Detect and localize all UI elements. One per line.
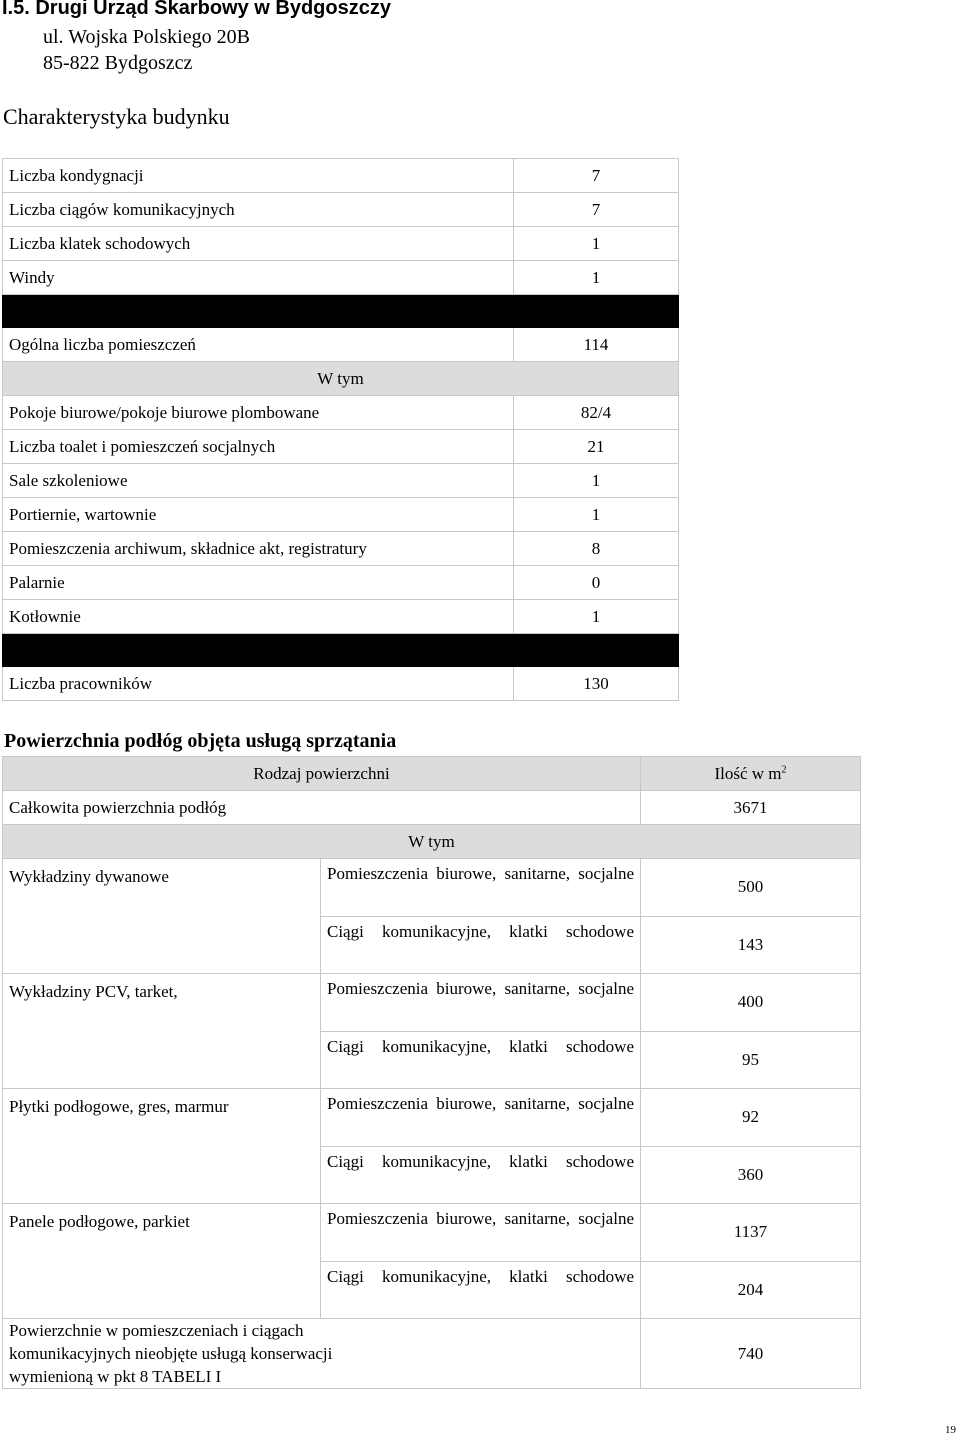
group-label: Wykładziny dywanowe (3, 859, 321, 974)
row-value: 1 (514, 464, 679, 498)
table-row (3, 600, 679, 634)
table-row (3, 430, 679, 464)
row-value: 204 (641, 1261, 861, 1319)
row-value: 1137 (641, 1204, 861, 1262)
black-separator (3, 295, 679, 328)
row-value: 114 (514, 328, 679, 362)
col-header-qty-sup: 2 (781, 763, 787, 775)
row-label: Pokoje biurowe/pokoje biurowe plombowane (3, 396, 514, 430)
table-row (3, 396, 679, 430)
row-label: Ogólna liczba pomieszczeń (3, 328, 514, 362)
building-heading: Charakterystyka budynku (3, 104, 230, 129)
table-row (3, 193, 679, 227)
row-label: Liczba kondygnacji (3, 159, 514, 193)
row-value: 500 (641, 859, 861, 917)
row-label: Windy (3, 261, 514, 295)
row-label: Sale szkoleniowe (3, 464, 514, 498)
row-value: 95 (641, 1031, 861, 1089)
row-label: Palarnie (3, 566, 514, 600)
row-value: 3671 (641, 791, 861, 825)
table-row (3, 328, 679, 362)
separator-cell (3, 634, 679, 667)
sub-type-office: Pomieszczenia biurowe, sanitarne, socjalne (321, 974, 641, 1032)
table-row (3, 532, 679, 566)
table-row (3, 859, 861, 917)
table-row (3, 159, 679, 193)
row-value: 7 (514, 193, 679, 227)
row-value: 1 (514, 227, 679, 261)
table-row (3, 227, 679, 261)
page-number: 19 (945, 1424, 956, 1436)
separator-cell (3, 295, 679, 328)
row-label: Liczba klatek schodowych (3, 227, 514, 261)
row-value: 1 (514, 600, 679, 634)
row-value: 0 (514, 566, 679, 600)
row-value: 7 (514, 159, 679, 193)
row-value: 1 (514, 498, 679, 532)
table-row (3, 791, 861, 825)
group-label: Płytki podłogowe, gres, marmur (3, 1089, 321, 1204)
table-row (3, 464, 679, 498)
row-label: Całkowita powierzchnia podłóg (3, 791, 641, 825)
row-value: 92 (641, 1089, 861, 1147)
floor-area-table (2, 756, 861, 1389)
address-street: ul. Wojska Polskiego 20B (43, 26, 250, 48)
black-separator (3, 634, 679, 667)
sub-type-corridor: Ciągi komunikacyjne, klatki schodowe (321, 1031, 641, 1089)
sub-type-office: Pomieszczenia biurowe, sanitarne, socjalne (321, 1089, 641, 1147)
floor-area-heading: Powierzchnia podłóg objęta usługą sprzątania (4, 730, 397, 752)
row-value: 400 (641, 974, 861, 1032)
w-tym-label: W tym (3, 362, 679, 396)
sub-type-corridor: Ciągi komunikacyjne, klatki schodowe (321, 916, 641, 974)
row-value: 360 (641, 1146, 861, 1204)
table-row (3, 974, 861, 1032)
w-tym-row (3, 825, 861, 859)
excluded-label: Powierzchnie w pomieszczeniach i ciągach komunikacyjnych nieobjęte usługą konserwacji wymienioną w pkt 8 TABELI I (3, 1319, 641, 1389)
row-label: Liczba ciągów komunikacyjnych (3, 193, 514, 227)
sub-type-corridor: Ciągi komunikacyjne, klatki schodowe (321, 1146, 641, 1204)
w-tym-label: W tym (3, 825, 861, 859)
row-value: 740 (641, 1319, 861, 1389)
row-label: Kotłownie (3, 600, 514, 634)
w-tym-row (3, 362, 679, 396)
row-value: 143 (641, 916, 861, 974)
table-row (3, 566, 679, 600)
row-value: 82/4 (514, 396, 679, 430)
table-row (3, 667, 679, 701)
sub-type-office: Pomieszczenia biurowe, sanitarne, socjalne (321, 859, 641, 917)
row-value: 21 (514, 430, 679, 464)
group-label: Wykładziny PCV, tarket, (3, 974, 321, 1089)
table-row (3, 498, 679, 532)
building-table (2, 158, 679, 701)
group-label: Panele podłogowe, parkiet (3, 1204, 321, 1319)
table-row (3, 1204, 861, 1262)
row-label: Pomieszczenia archiwum, składnice akt, registratury (3, 532, 514, 566)
table-row (3, 1089, 861, 1147)
row-label: Liczba pracowników (3, 667, 514, 701)
col-header-qty (641, 757, 861, 791)
sub-type-office: Pomieszczenia biurowe, sanitarne, socjalne (321, 1204, 641, 1262)
table-row (3, 261, 679, 295)
sub-type-corridor: Ciągi komunikacyjne, klatki schodowe (321, 1261, 641, 1319)
row-value: 130 (514, 667, 679, 701)
address-city: 85-822 Bydgoszcz (43, 52, 193, 74)
col-header-qty-text: Ilość w m (714, 763, 782, 783)
col-header-type: Rodzaj powierzchni (3, 757, 641, 791)
table-header (3, 757, 861, 791)
table-row (3, 1319, 861, 1389)
row-label: Portiernie, wartownie (3, 498, 514, 532)
row-value: 8 (514, 532, 679, 566)
row-label: Liczba toalet i pomieszczeń socjalnych (3, 430, 514, 464)
row-value: 1 (514, 261, 679, 295)
office-title: I.5. Drugi Urząd Skarbowy w Bydgoszczy (2, 0, 391, 19)
